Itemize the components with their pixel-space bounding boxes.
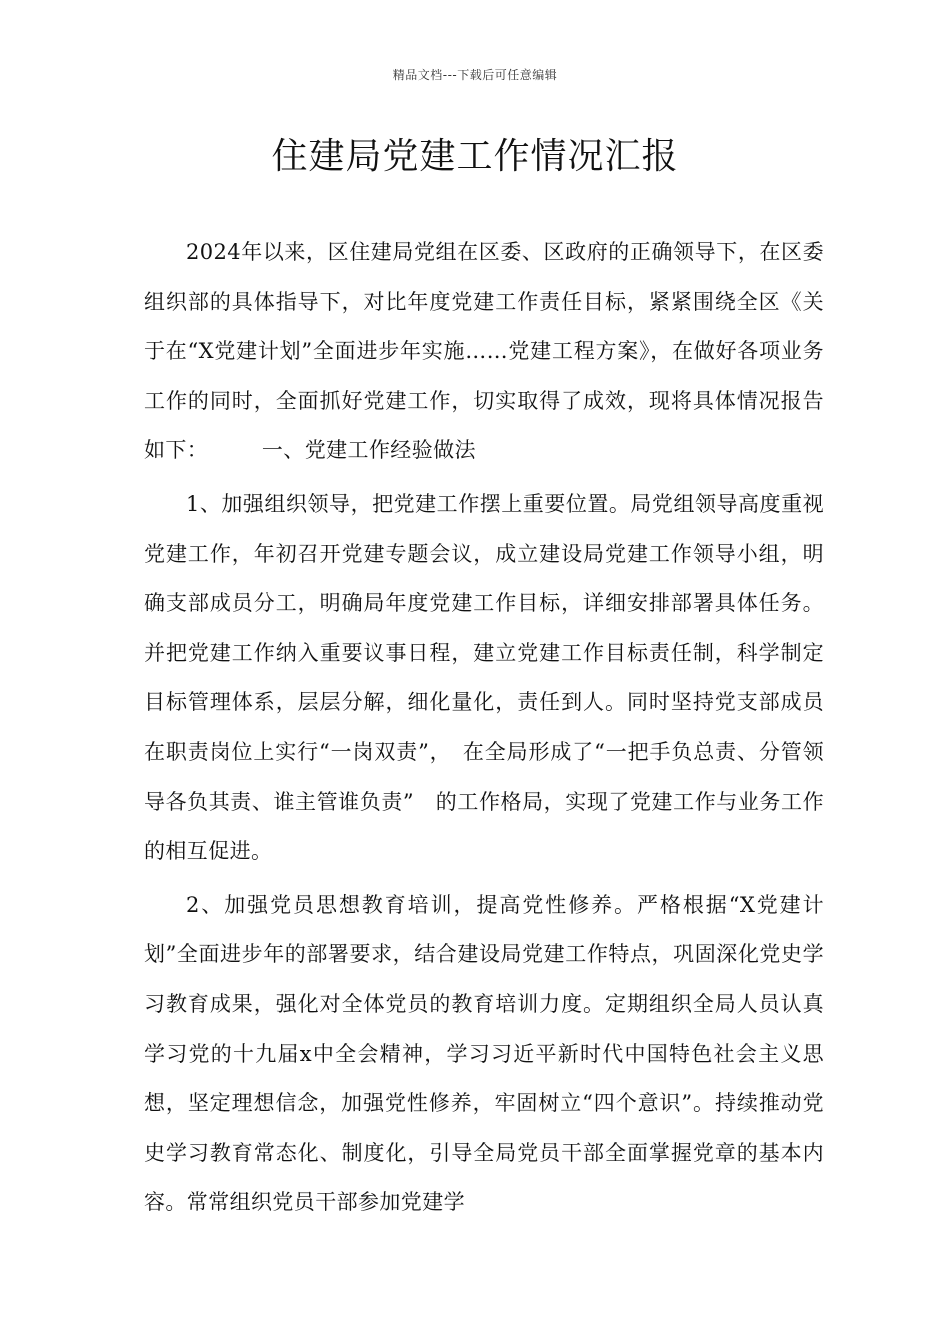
document-body	[144, 228, 824, 1228]
header-note: 精品文档---下载后可任意编辑	[392, 68, 558, 82]
paragraph-section-1: 1、加强组织领导，把党建工作摆上重要位置。局党组领导高度重视党建工作，年初召开党建专题会议，成立建设局党建工作领导小组，明确支部成员分工，明确局年度党建工作目标，详细安排部署具体任务。并把党建工作纳入重要议事日程，建立党建工作目标责任制，科学制定目标管理体系，层层分解，细化量化，责任到人。同时坚持党支部成员在职责岗位上实行“一岗双责”， 在全局形成了“一把手负总责、分管领导各负其责、谁主管谁负责” 的工作格局，实现了党建工作与业务工作的相互促进。	[144, 491, 824, 864]
paragraph-section-2: 2、加强党员思想教育培训，提高党性修养。严格根据“X党建计划”全面进步年的部署要求，结合建设局党建工作特点，巩固深化党史学习教育成果，强化对全体党员的教育培训力度。定期组织全局人员认真学习党的十九届x中全会精神，学习习近平新时代中国特色社会主义思想，坚定理想信念，加强党性修养，牢固树立“四个意识”。持续推动党史学习教育常态化、制度化，引导全局党员干部全面掌握党章的基本内容。常常组织党员干部参加党建学	[144, 892, 824, 1215]
paragraph-intro: 2024年以来，区住建局党组在区委、区政府的正确领导下，在区委组织部的具体指导下，对比年度党建工作责任目标，紧紧围绕全区《关于在“X党建计划”全面进步年实施……党建工程方案》，在做好各项业务工作的同时，全面抓好党建工作，切实取得了成效，现将具体情况报告如下： 一、党建工作经验做法	[144, 240, 824, 463]
document-title: 住建局党建工作情况汇报	[271, 136, 679, 177]
